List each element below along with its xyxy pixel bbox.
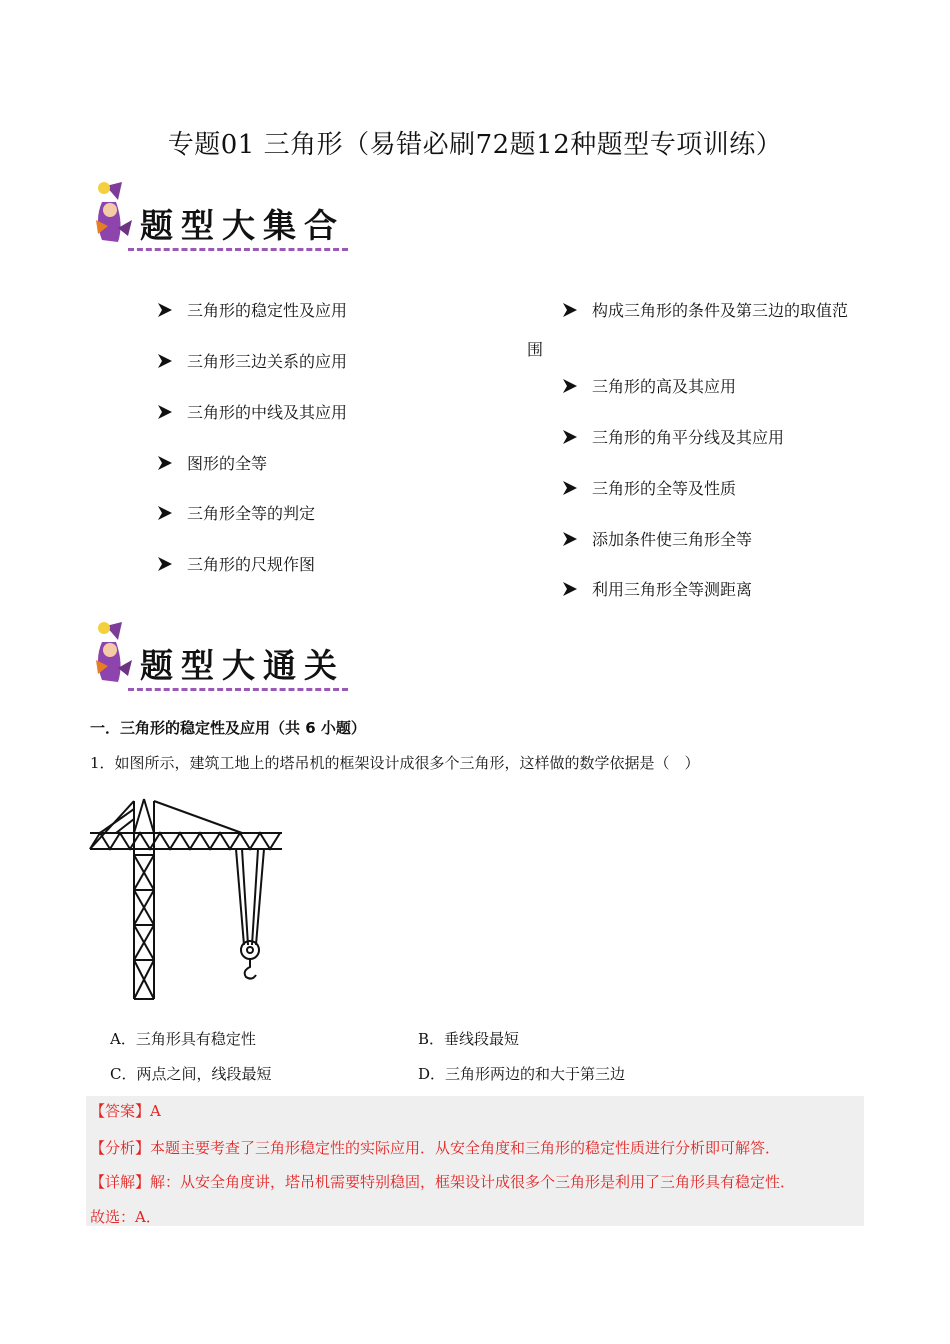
toc-item[interactable] <box>157 552 315 575</box>
toc-item[interactable] <box>157 298 347 321</box>
arrow-bullet-icon <box>157 505 173 521</box>
detail-line: 【详解】解：从安全角度讲，塔吊机需要特别稳固，框架设计成很多个三角形是利用了三角形具有稳定性． <box>90 1173 796 1191</box>
toc-item[interactable] <box>562 577 752 600</box>
toc-item-label: 三角形三边关系的应用 <box>187 352 348 371</box>
banner-topic-practice <box>88 620 358 700</box>
answer-line: 【答案】A <box>90 1102 161 1120</box>
tower-crane-icon <box>86 795 291 1005</box>
banner-title: 题型大通关 <box>140 646 345 685</box>
wizard-mascot-icon <box>88 620 148 698</box>
toc-item[interactable] <box>562 425 784 448</box>
arrow-bullet-icon <box>562 429 578 445</box>
toc-item-label: 三角形的稳定性及应用 <box>187 301 348 320</box>
analysis-line: 【分析】本题主要考查了三角形稳定性的实际应用．从安全角度和三角形的稳定性质进行分析即可解答． <box>90 1139 781 1157</box>
question-text: 1．如图所示，建筑工地上的塔吊机的框架设计成很多个三角形，这样做的数学依据是（ ） <box>90 754 700 772</box>
toc-item-label: 三角形的角平分线及其应用 <box>592 428 785 447</box>
toc-item[interactable] <box>562 527 752 550</box>
page-title: 专题01 三角形（易错必刷72题12种题型专项训练） <box>167 130 783 160</box>
arrow-bullet-icon <box>157 556 173 572</box>
toc-item-label: 三角形的全等及性质 <box>592 479 737 498</box>
toc-item-label: 三角形的尺规作图 <box>187 555 316 574</box>
toc-item[interactable] <box>562 476 736 499</box>
toc-item[interactable] <box>157 501 315 524</box>
toc-item-label: 构成三角形的条件及第三边的取值范 <box>592 301 849 320</box>
banner-topic-collection <box>88 180 358 260</box>
toc-item-label: 三角形的中线及其应用 <box>187 403 348 422</box>
toc-item-label: 图形的全等 <box>187 454 268 473</box>
option-c[interactable]: C．两点之间，线段最短 <box>110 1065 272 1083</box>
option-b[interactable]: B．垂线段最短 <box>418 1030 520 1048</box>
answer-panel <box>86 1096 864 1226</box>
arrow-bullet-icon <box>157 455 173 471</box>
banner-underline <box>128 688 348 691</box>
toc-item-label: 围 <box>527 340 544 359</box>
toc-item-label: 添加条件使三角形全等 <box>592 530 753 549</box>
toc-item[interactable] <box>157 400 347 423</box>
arrow-bullet-icon <box>562 581 578 597</box>
toc-item[interactable] <box>562 374 736 397</box>
toc-item[interactable] <box>157 451 267 474</box>
arrow-bullet-icon <box>157 302 173 318</box>
toc-item[interactable] <box>157 349 347 372</box>
toc-item[interactable] <box>562 298 848 321</box>
section-title: 一．三角形的稳定性及应用（共 6 小题） <box>90 719 366 737</box>
option-a[interactable]: A．三角形具有稳定性 <box>110 1030 256 1048</box>
arrow-bullet-icon <box>562 378 578 394</box>
wizard-mascot-icon <box>88 180 148 258</box>
arrow-bullet-icon <box>157 404 173 420</box>
option-d[interactable]: D．三角形两边的和大于第三边 <box>418 1065 626 1083</box>
toc-item-label: 三角形全等的判定 <box>187 504 316 523</box>
arrow-bullet-icon <box>562 480 578 496</box>
toc-item-label: 三角形的高及其应用 <box>592 377 737 396</box>
arrow-bullet-icon <box>157 353 173 369</box>
banner-underline <box>128 248 348 251</box>
arrow-bullet-icon <box>562 302 578 318</box>
arrow-bullet-icon <box>562 531 578 547</box>
conclusion-line: 故选：A． <box>90 1208 161 1226</box>
toc-item-wrap <box>527 337 543 360</box>
toc-item-label: 利用三角形全等测距离 <box>592 580 753 599</box>
banner-title: 题型大集合 <box>140 206 345 245</box>
